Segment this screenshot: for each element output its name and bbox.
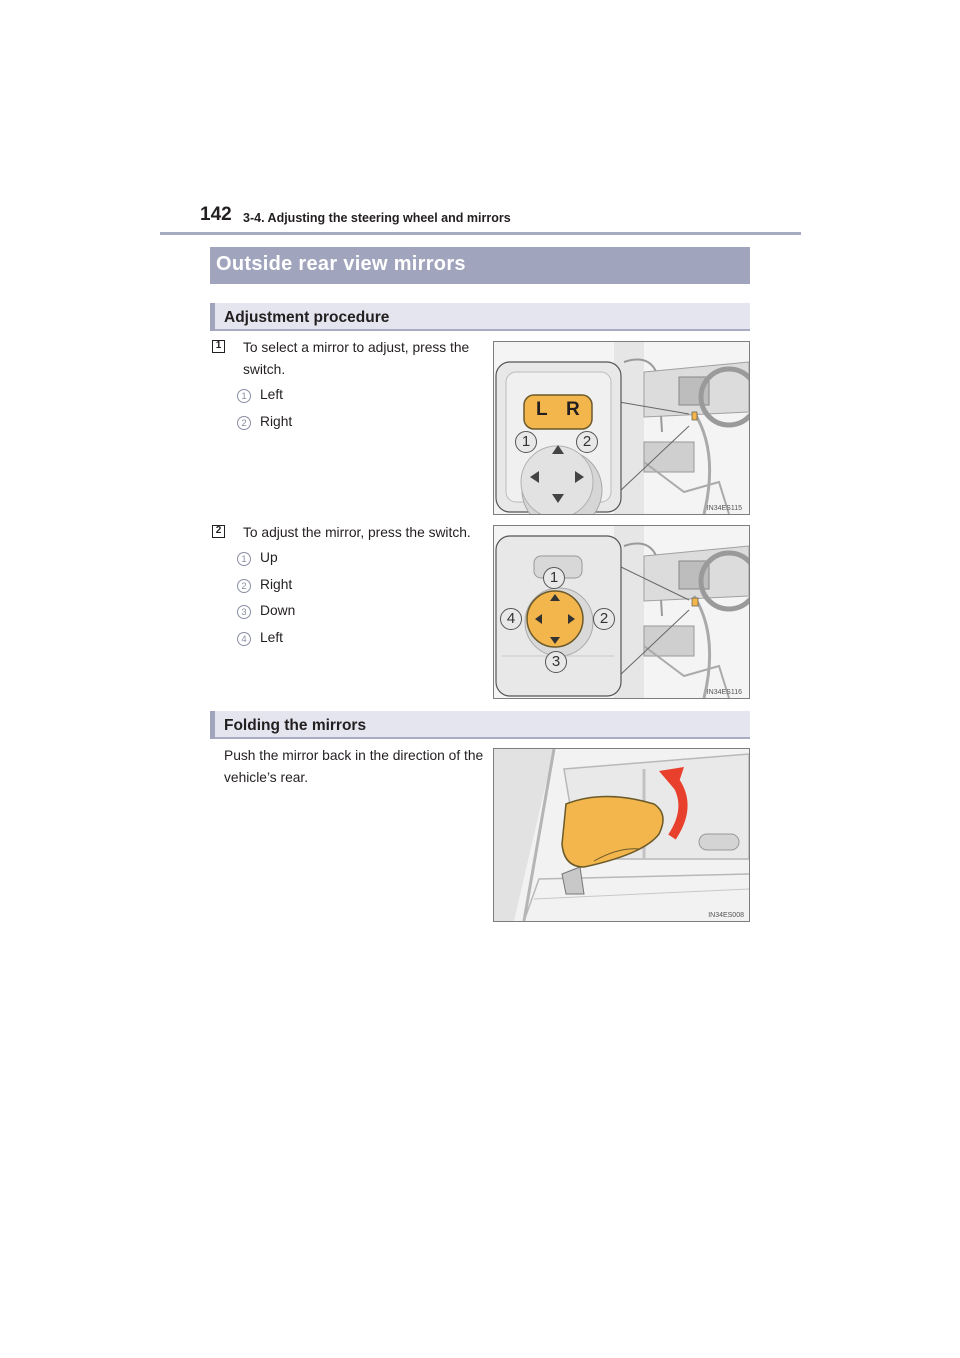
- mirror-adjust-figure: [493, 525, 750, 699]
- step-2-item-4-label: Left: [260, 630, 284, 645]
- figure-2-callout-3: 3: [545, 651, 567, 673]
- figure-2-callout-4: 4: [500, 608, 522, 630]
- mirror-select-figure: [493, 341, 750, 515]
- folding-heading-accent: [210, 711, 215, 739]
- step-1-item-1-number: 1: [237, 389, 251, 403]
- figure-1-callout-1: 1: [515, 431, 537, 453]
- step-2-item-4-number: 4: [237, 632, 251, 646]
- header-rule: [160, 232, 801, 235]
- figure-1-code: IN34ES115: [706, 505, 742, 512]
- switch-right-label: R: [566, 399, 580, 420]
- folding-text: Push the mirror back in the direction of the vehicle’s rear.: [224, 748, 484, 785]
- step-1-item-1-label: Left: [260, 387, 284, 402]
- step-2-item-2-number: 2: [237, 579, 251, 593]
- chapter-title: 3-4. Adjusting the steering wheel and mirrors: [243, 211, 511, 225]
- step-2-item-2-label: Right: [260, 577, 293, 592]
- step-2-marker: 2: [212, 525, 225, 538]
- step-1-text: To select a mirror to adjust, press the switch.: [243, 340, 470, 377]
- step-2-item-1-label: Up: [260, 550, 278, 565]
- section-title: Outside rear view mirrors: [216, 253, 466, 275]
- figure-3-code: IN34ES008: [708, 912, 744, 919]
- switch-left-label: L: [536, 399, 548, 420]
- step-1-marker: 1: [212, 340, 225, 353]
- step-1-item-2-label: Right: [260, 414, 293, 429]
- step-2-item-1-number: 1: [237, 552, 251, 566]
- figure-2-callout-1: 1: [543, 567, 565, 589]
- step-2-item-3-number: 3: [237, 605, 251, 619]
- figure-1-callout-2: 2: [576, 431, 598, 453]
- step-2-item-3-label: Down: [260, 603, 296, 618]
- step-1-item-2-number: 2: [237, 416, 251, 430]
- figure-2-callout-2: 2: [593, 608, 615, 630]
- adjustment-heading-accent: [210, 303, 215, 331]
- figure-2-code: IN34ES116: [706, 689, 742, 696]
- folding-heading: Folding the mirrors: [224, 717, 367, 734]
- page-number: 142: [200, 204, 232, 225]
- mirror-fold-figure: [493, 748, 750, 922]
- adjustment-heading: Adjustment procedure: [224, 309, 390, 326]
- step-2-text: To adjust the mirror, press the switch.: [243, 525, 471, 540]
